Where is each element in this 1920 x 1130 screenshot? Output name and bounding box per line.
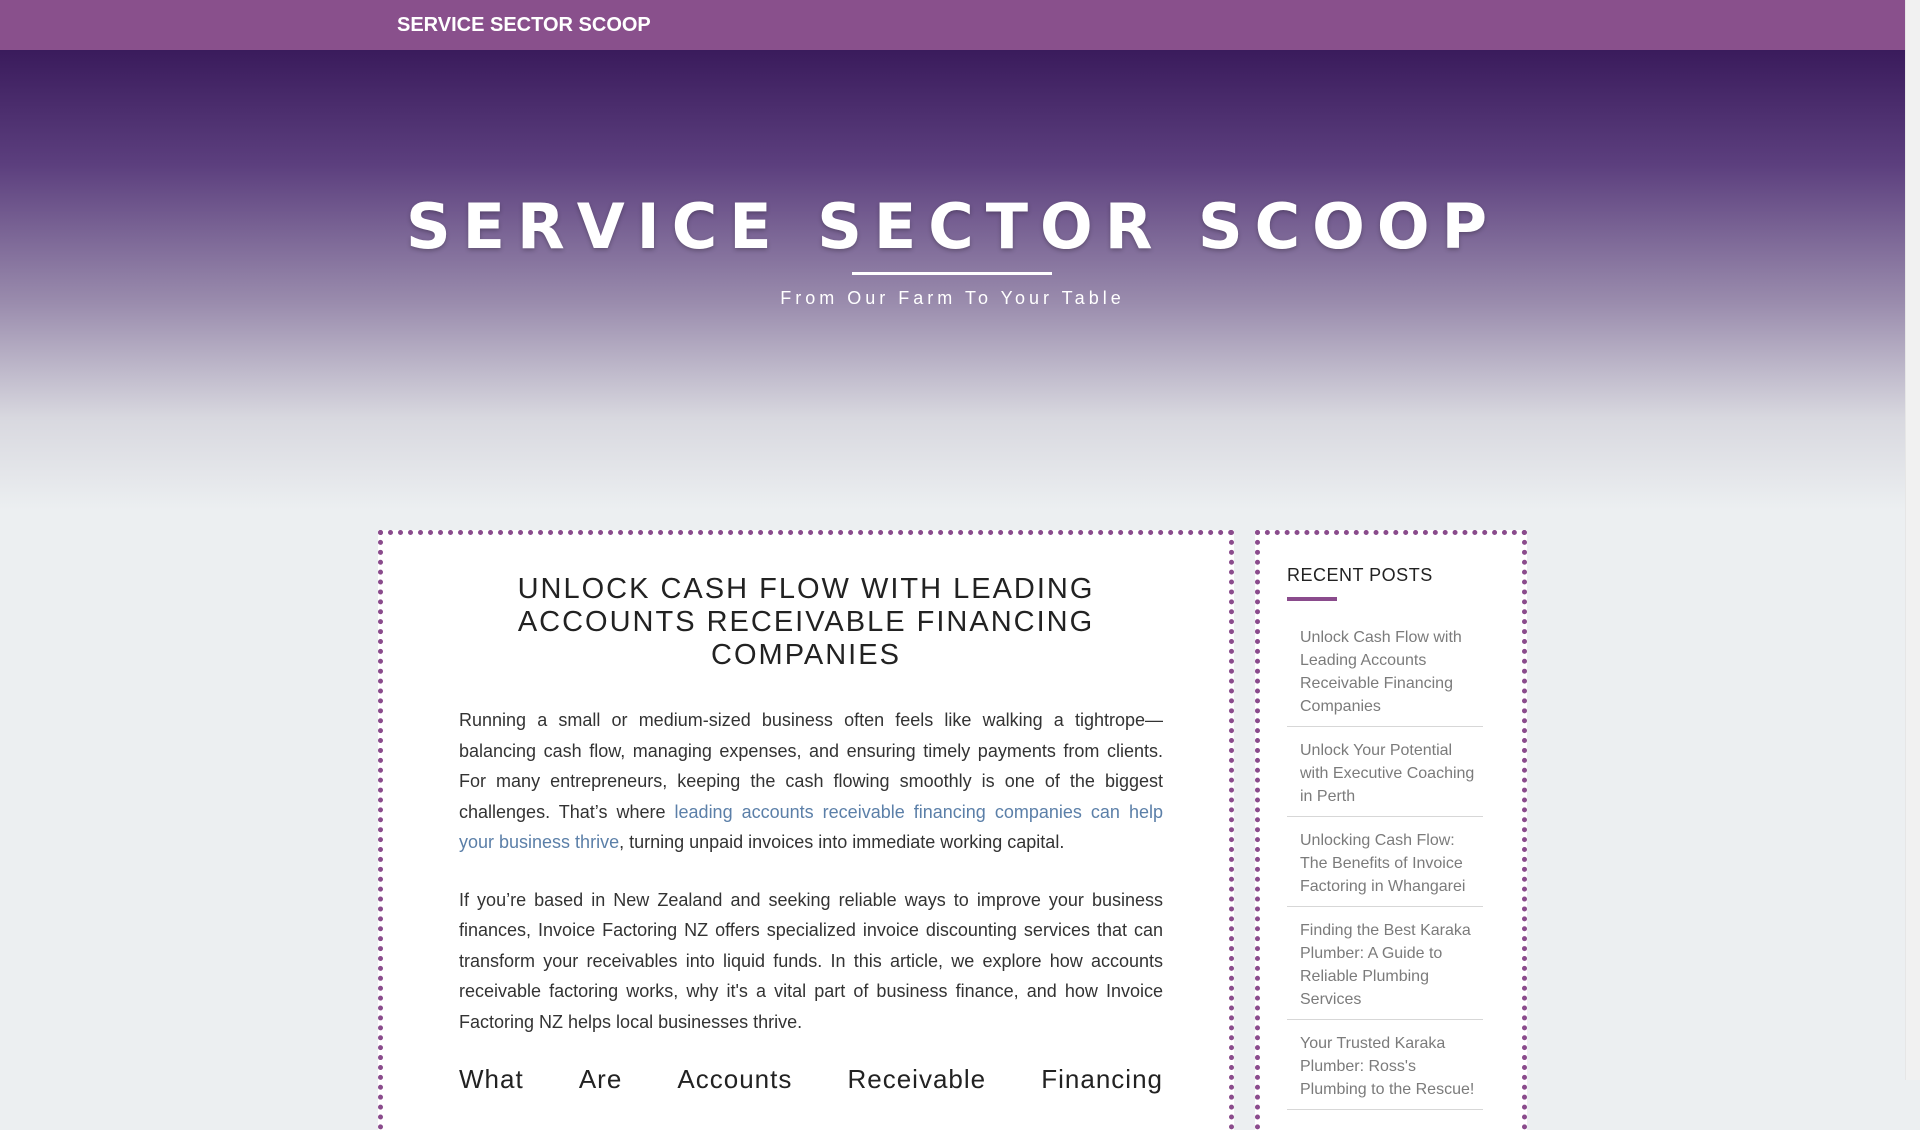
site-tagline: From Our Farm To Your Table: [780, 288, 1125, 308]
article-subheading: [459, 1064, 1163, 1095]
list-item: [1287, 919, 1483, 1020]
recent-post-link[interactable]: Finding the Best Karaka Plumber: A Guide to Reliable Plumbing Services: [1300, 922, 1471, 1008]
subheading-word: What: [459, 1064, 524, 1094]
list-item: [1287, 1032, 1483, 1110]
list-item: [1287, 626, 1483, 727]
recent-post-link[interactable]: Unlocking Cash Flow: The Benefits of Invoice Factoring in Whangarei: [1300, 832, 1466, 895]
page-scrollbar[interactable]: [1905, 0, 1920, 1080]
article-body: [459, 705, 1163, 1095]
widget-title-underline: [1287, 597, 1337, 601]
sidebar-recent-posts: [1255, 530, 1527, 1130]
subheading-word: Financing: [1041, 1064, 1163, 1094]
recent-post-link[interactable]: Unlock Your Potential with Executive Coaching in Perth: [1300, 742, 1475, 805]
top-navbar: [0, 0, 1905, 50]
recent-post-link[interactable]: Unlock Cash Flow with Leading Accounts Receivable Financing Companies: [1300, 629, 1462, 715]
subheading-word: Are: [578, 1064, 623, 1094]
list-item: [1287, 829, 1483, 907]
list-item: [1287, 739, 1483, 817]
subheading-word: Accounts: [677, 1064, 793, 1094]
site-title[interactable]: SERVICE SECTOR SCOOP: [405, 190, 1500, 263]
article-title: UNLOCK CASH FLOW WITH LEADING ACCOUNTS RECEIVABLE FINANCING COMPANIES: [517, 573, 1095, 671]
article-card: [378, 530, 1234, 1130]
article-paragraph: If you’re based in New Zealand and seeking reliable ways to improve your business finances, Invoice Factoring NZ offers specialized invoice discounting services that can transform your receivables into liquid funds. In this article, we explore how accounts receivable factoring works, why it's a vital part of business finance, and how Invoice Factoring NZ helps local businesses thrive.: [459, 889, 1163, 1032]
subheading-word: Receivable: [847, 1064, 987, 1094]
site-header-banner: [0, 50, 1905, 510]
paragraph-text: Running a small or medium-sized business often feels like walking a tightrope—balancing cash flow, managing expenses, and ensuring timely payments from clients. For many entrepreneurs, keeping the cash flowing smoothly is one of the biggest challenges. That’s where: [459, 710, 1163, 822]
navbar-brand-link[interactable]: SERVICE SECTOR SCOOP: [397, 14, 651, 36]
recent-post-link[interactable]: Your Trusted Karaka Plumber: Ross's Plumbing to the Rescue!: [1300, 1035, 1475, 1098]
paragraph-text: , turning unpaid invoices into immediate working capital.: [619, 832, 1065, 852]
article-paragraph: [459, 705, 1163, 858]
widget-title: RECENT POSTS: [1287, 565, 1433, 585]
title-divider: [852, 272, 1052, 275]
financing-companies-link[interactable]: leading accounts receivable financing companies can help your business thrive: [459, 801, 1163, 852]
recent-posts-list: [1287, 626, 1483, 1122]
